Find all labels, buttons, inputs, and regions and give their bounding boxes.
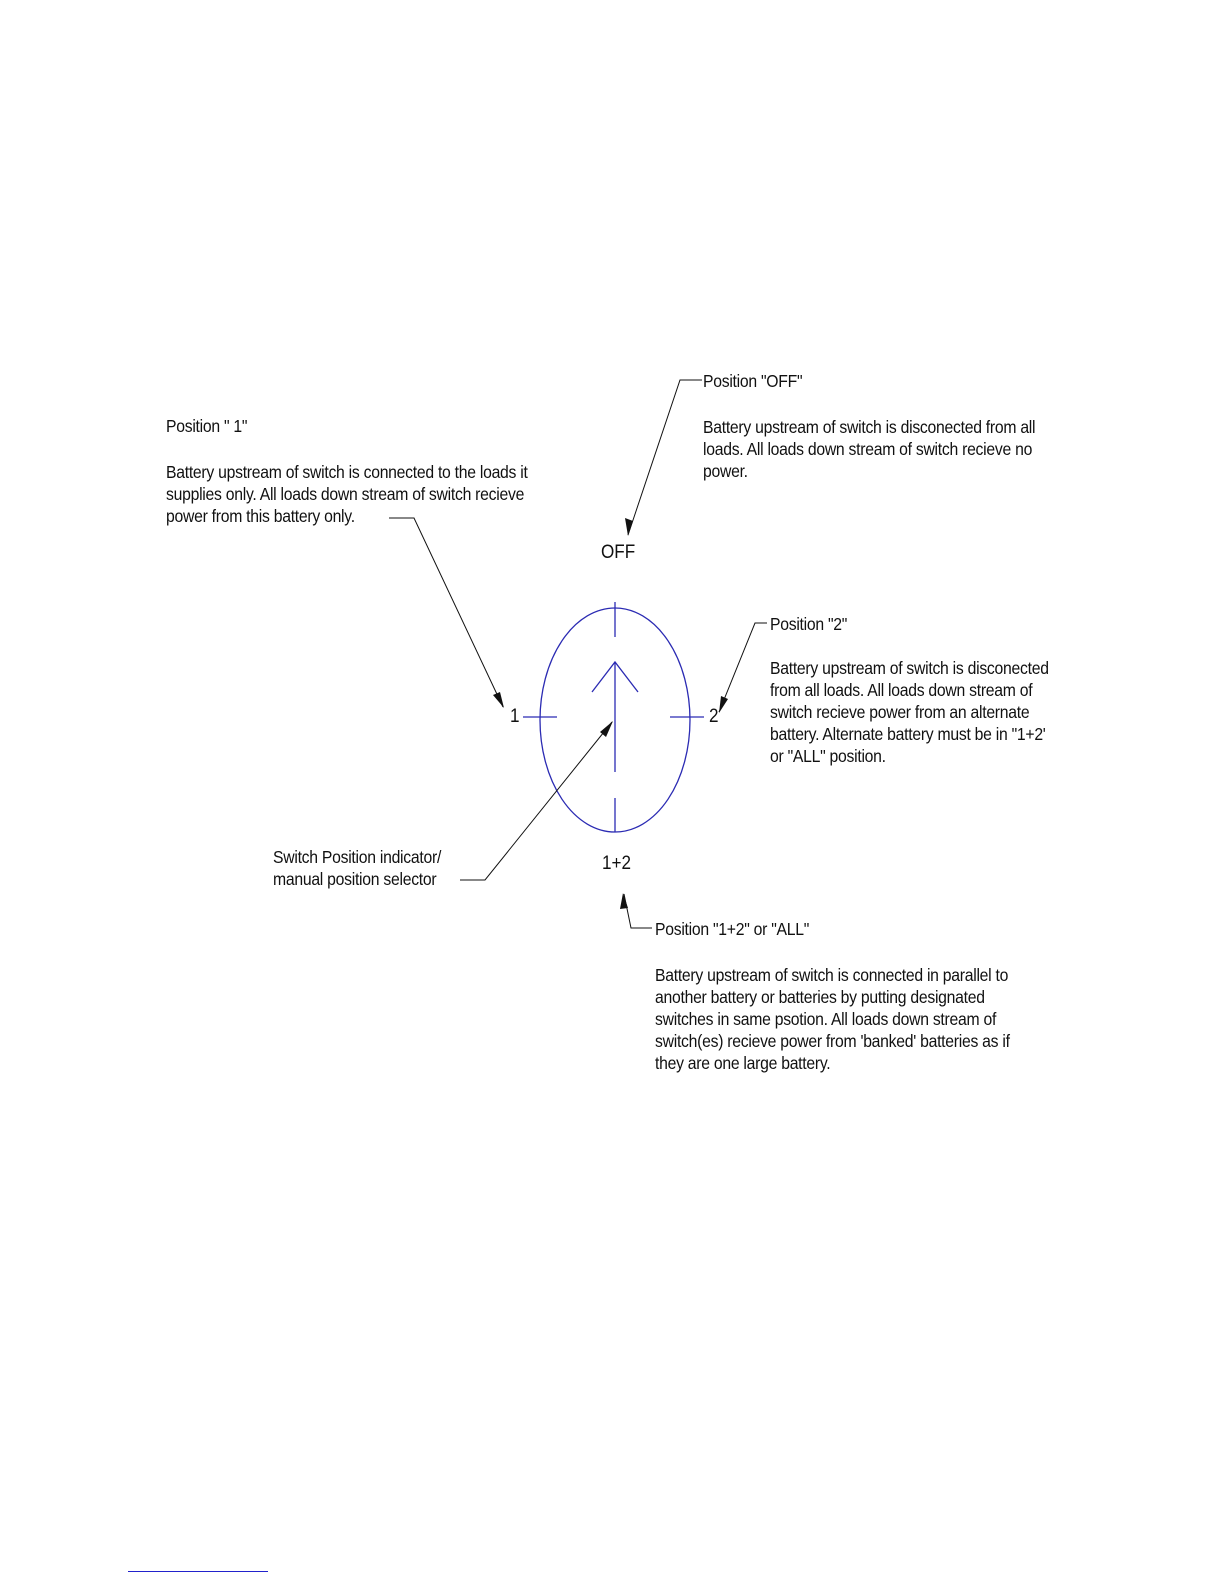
label-one: 1 [510,706,520,727]
position-off-line: loads. All loads down stream of switch recieve no [703,439,1033,459]
position-all-line: switches in same psotion. All loads down stream of [655,1009,997,1029]
position-1-line: supplies only. All loads down stream of switch recieve [166,484,525,504]
position-all-line: another battery or batteries by putting designated [655,987,985,1007]
position-2-line: from all loads. All loads down stream of [770,680,1033,700]
position-off-line: power. [703,461,748,481]
position-all-line: switch(es) recieve power from 'banked' batteries as if [655,1031,1010,1051]
position-2-line: battery. Alternate battery must be in "1+2' [770,724,1046,744]
label-both: 1+2 [602,853,632,874]
indicator-line: manual position selector [273,869,437,889]
position-2-line: Battery upstream of switch is disconected [770,658,1049,678]
leader-off [628,380,702,535]
indicator-description [273,846,441,890]
position-2-description [770,657,1049,767]
position-1-title: Position " 1" [166,416,248,436]
label-off: OFF [601,542,636,563]
position-1-line: power from this battery only. [166,506,355,526]
leader-two-arrowhead [719,696,728,713]
position-1-description [166,461,528,527]
position-2-line: switch recieve power from an alternate [770,702,1030,722]
position-2-title: Position "2" [770,614,848,634]
position-all-line: Battery upstream of switch is connected in parallel to [655,965,1009,985]
position-2-line: or "ALL" position. [770,746,886,766]
position-off-title: Position "OFF" [703,371,803,391]
position-all-line: they are one large battery. [655,1053,831,1073]
position-all-title: Position "1+2" or "ALL" [655,919,810,939]
indicator-line: Switch Position indicator/ [273,847,442,867]
position-all-description [655,964,1010,1074]
footnote-separator [128,1571,268,1572]
position-off-description [703,416,1035,482]
leader-one-arrowhead [493,692,504,708]
leader-indicator [460,722,612,880]
label-two: 2 [709,706,719,727]
position-1-line: Battery upstream of switch is connected to the loads it [166,462,528,482]
position-off-line: Battery upstream of switch is disconected from all [703,417,1036,437]
leader-one [389,518,503,707]
leader-both [624,894,652,928]
